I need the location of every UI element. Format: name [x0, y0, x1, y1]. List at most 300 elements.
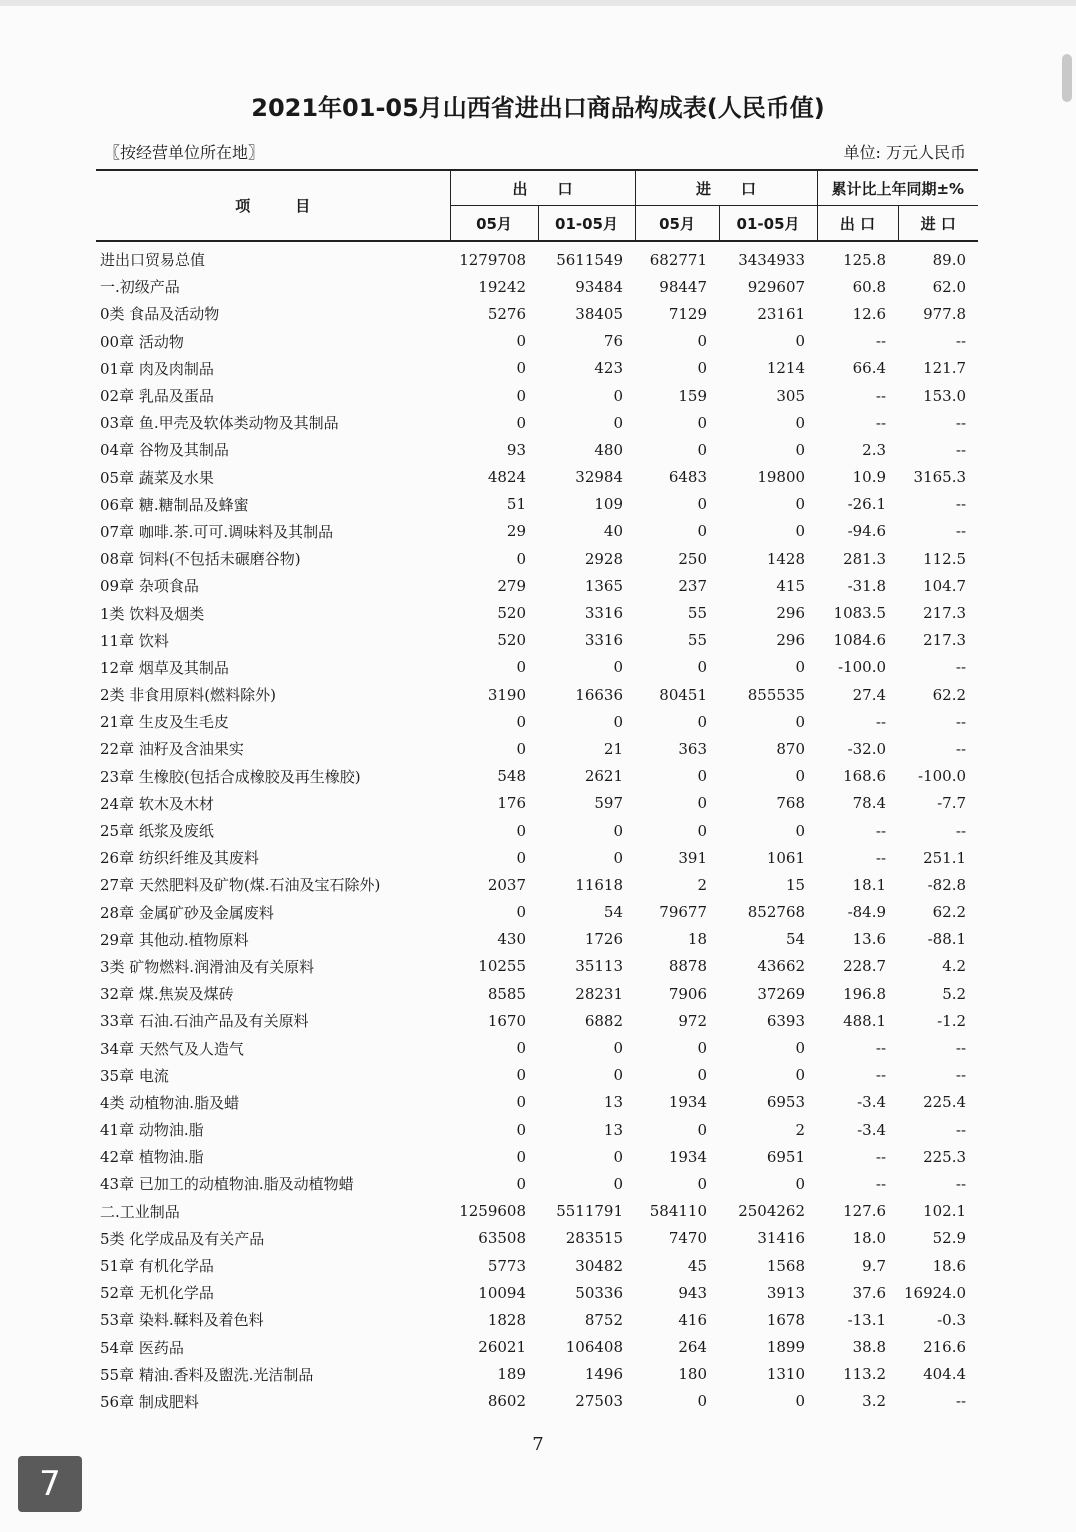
cell-ge: -3.4	[857, 1120, 887, 1139]
cell-icum: 43662	[757, 957, 806, 976]
cell-icum: 0	[795, 332, 806, 351]
cell-icum: 296	[776, 631, 806, 650]
cell-e05: 0	[516, 1174, 526, 1193]
row-label: 54章 医药品	[100, 1338, 184, 1357]
table-row	[96, 1143, 978, 1170]
row-label: 22章 油籽及含油果实	[100, 740, 244, 759]
cell-i05: 972	[678, 1011, 708, 1030]
cell-ge: --	[875, 848, 887, 867]
cell-ge: 113.2	[843, 1365, 887, 1384]
row-label: 56章 制成肥料	[100, 1392, 199, 1411]
cell-gi: 153.0	[923, 386, 967, 405]
row-label: 53章 染料.鞣料及着色料	[100, 1311, 264, 1330]
cell-i05: 0	[697, 821, 708, 840]
row-label: 25章 纸浆及废纸	[100, 822, 214, 841]
trade-table	[96, 169, 978, 1415]
cell-icum: 0	[795, 658, 806, 677]
table-row	[96, 1198, 978, 1225]
cell-i05: 0	[697, 1174, 708, 1193]
cell-gi: --	[955, 332, 967, 351]
cell-gi: --	[955, 1039, 967, 1058]
cell-e05: 430	[497, 930, 526, 949]
table-row	[96, 899, 978, 926]
cell-e05: 10094	[478, 1283, 526, 1302]
cell-ge: 9.7	[862, 1256, 887, 1275]
cell-i05: 0	[697, 332, 708, 351]
cell-ge: -26.1	[847, 495, 887, 514]
page-badge[interactable]: 7	[18, 1456, 82, 1512]
cell-gi: --	[955, 712, 967, 731]
cell-gi: 18.6	[932, 1256, 967, 1275]
cell-gi: 216.6	[923, 1338, 967, 1357]
row-label: 5类 化学成品及有关产品	[100, 1229, 265, 1248]
cell-e05: 8602	[487, 1392, 526, 1411]
cell-i05: 0	[697, 413, 708, 432]
table-body	[96, 241, 978, 1415]
cell-e05: 520	[497, 631, 526, 650]
cell-icum: 870	[776, 739, 806, 758]
row-label: 02章 乳品及蛋品	[100, 387, 214, 406]
table-row	[96, 735, 978, 762]
cell-e05: 0	[516, 1066, 526, 1085]
cell-ge: --	[875, 821, 887, 840]
row-label: 04章 谷物及其制品	[100, 441, 229, 460]
cell-gi: 225.4	[923, 1093, 967, 1112]
cell-i05: 0	[697, 440, 708, 459]
cell-gi: 225.3	[923, 1147, 967, 1166]
cell-e05: 4824	[487, 468, 526, 487]
table-row	[96, 1007, 978, 1034]
cell-i05: 0	[697, 359, 708, 378]
cell-i05: 0	[697, 1120, 708, 1139]
cell-i05: 8878	[668, 957, 708, 976]
table-row	[96, 708, 978, 735]
row-label: 35章 电流	[100, 1066, 169, 1085]
cell-e05: 0	[516, 413, 526, 432]
cell-e05: 1828	[487, 1310, 526, 1329]
cell-ecum: 3316	[584, 631, 624, 650]
cell-e05: 0	[516, 1093, 526, 1112]
cell-icum: 54	[785, 930, 806, 949]
header-export-cum: 01-05月	[538, 206, 635, 242]
cell-i05: 0	[697, 658, 708, 677]
row-label: 21章 生皮及生毛皮	[100, 713, 229, 732]
row-label: 26章 纺织纤维及其废料	[100, 849, 259, 868]
cell-e05: 2037	[487, 875, 526, 894]
cell-gi: 62.2	[932, 685, 967, 704]
cell-i05: 180	[678, 1365, 708, 1384]
cell-ge: 168.6	[843, 767, 887, 786]
cell-ecum: 0	[613, 1174, 624, 1193]
cell-e05: 0	[516, 332, 526, 351]
cell-ecum: 8752	[584, 1310, 624, 1329]
cell-ecum: 11618	[575, 875, 624, 894]
cell-ecum: 13	[603, 1093, 624, 1112]
table-row	[96, 681, 978, 708]
row-label: 42章 植物油.脂	[100, 1148, 204, 1167]
cell-gi: -0.3	[937, 1310, 967, 1329]
cell-icum: 1428	[766, 549, 806, 568]
cell-gi: 62.0	[932, 277, 967, 296]
cell-e05: 0	[516, 549, 526, 568]
cell-i05: 1934	[668, 1093, 708, 1112]
cell-i05: 416	[678, 1310, 708, 1329]
row-label: 08章 饲料(不包括未碾磨谷物)	[100, 550, 301, 569]
cell-i05: 45	[687, 1256, 708, 1275]
cell-gi: 3165.3	[913, 468, 967, 487]
cell-i05: 2	[697, 875, 708, 894]
row-label: 28章 金属矿砂及金属废料	[100, 903, 274, 922]
cell-e05: 26021	[478, 1338, 526, 1357]
table-row	[96, 1034, 978, 1061]
table-row	[96, 1388, 978, 1415]
cell-i05: 18	[687, 930, 708, 949]
cell-i05: 682771	[649, 250, 708, 269]
cell-gi: 89.0	[932, 250, 967, 269]
cell-ecum: 13	[603, 1120, 624, 1139]
cell-i05: 79677	[659, 903, 708, 922]
cell-ge: --	[875, 332, 887, 351]
cell-ge: 13.6	[852, 930, 887, 949]
table-row	[96, 355, 978, 382]
header-growth-import: 进 口	[898, 206, 978, 242]
cell-ge: 1083.5	[833, 604, 887, 623]
table-row	[96, 518, 978, 545]
cell-ecum: 5611549	[556, 250, 624, 269]
cell-e05: 0	[516, 1120, 526, 1139]
cell-ecum: 597	[594, 794, 624, 813]
cell-icum: 0	[795, 1039, 806, 1058]
cell-gi: 102.1	[923, 1202, 967, 1221]
cell-gi: --	[955, 739, 967, 758]
cell-ecum: 50336	[575, 1283, 624, 1302]
table-row	[96, 1170, 978, 1197]
table-row	[96, 953, 978, 980]
cell-icum: 6953	[766, 1093, 806, 1112]
cell-ecum: 21	[603, 739, 624, 758]
cell-e05: 0	[516, 848, 526, 867]
table-row	[96, 844, 978, 871]
cell-i05: 0	[697, 794, 708, 813]
cell-ecum: 480	[594, 440, 624, 459]
cell-gi: -82.8	[927, 875, 967, 894]
cell-ecum: 0	[613, 1066, 624, 1085]
cell-e05: 10255	[478, 957, 526, 976]
cell-ecum: 30482	[575, 1256, 624, 1275]
cell-e05: 5276	[487, 304, 526, 323]
cell-ge: --	[875, 413, 887, 432]
cell-icum: 6951	[766, 1147, 806, 1166]
cell-ge: 37.6	[852, 1283, 887, 1302]
table-row	[96, 1252, 978, 1279]
cell-ecum: 54	[603, 903, 624, 922]
cell-e05: 0	[516, 903, 526, 922]
cell-i05: 0	[697, 1039, 708, 1058]
table-row	[96, 871, 978, 898]
cell-e05: 1279708	[459, 250, 526, 269]
row-label: 0类 食品及活动物	[100, 305, 220, 324]
table-row	[96, 409, 978, 436]
cell-icum: 2	[795, 1120, 806, 1139]
table-row	[96, 273, 978, 300]
cell-ecum: 6882	[584, 1011, 624, 1030]
row-label: 3类 矿物燃料.润滑油及有关原料	[100, 957, 315, 976]
table-row	[96, 817, 978, 844]
cell-ecum: 0	[613, 821, 624, 840]
cell-icum: 0	[795, 1174, 806, 1193]
cell-icum: 296	[776, 604, 806, 623]
table-row	[96, 328, 978, 355]
cell-gi: 4.2	[942, 957, 967, 976]
cell-icum: 305	[776, 386, 806, 405]
cell-icum: 3434933	[738, 250, 806, 269]
cell-e05: 189	[497, 1365, 526, 1384]
cell-ecum: 16636	[575, 685, 624, 704]
table-row	[96, 491, 978, 518]
cell-ge: 60.8	[852, 277, 887, 296]
cell-i05: 0	[697, 495, 708, 514]
cell-ecum: 0	[613, 413, 624, 432]
cell-ecum: 3316	[584, 604, 624, 623]
cell-icum: 0	[795, 1066, 806, 1085]
row-label: 06章 糖.糖制品及蜂蜜	[100, 495, 249, 514]
cell-ecum: 28231	[575, 984, 624, 1003]
unit-note: 单位: 万元人民币	[843, 143, 966, 162]
cell-e05: 0	[516, 359, 526, 378]
cell-icum: 1568	[766, 1256, 806, 1275]
cell-e05: 1670	[487, 1011, 526, 1030]
cell-i05: 0	[697, 522, 708, 541]
cell-icum: 929607	[747, 277, 806, 296]
row-label: 29章 其他动.植物原料	[100, 930, 249, 949]
cell-i05: 6483	[668, 468, 708, 487]
cell-ecum: 0	[613, 848, 624, 867]
cell-ge: -32.0	[847, 739, 887, 758]
cell-i05: 943	[678, 1283, 708, 1302]
cell-ecum: 5511791	[556, 1202, 624, 1221]
cell-gi: 52.9	[932, 1229, 967, 1248]
row-label: 52章 无机化学品	[100, 1284, 214, 1303]
table-row	[96, 627, 978, 654]
cell-i05: 1934	[668, 1147, 708, 1166]
cell-ge: 18.0	[852, 1229, 887, 1248]
cell-ecum: 1365	[584, 576, 624, 595]
cell-ge: --	[875, 1147, 887, 1166]
cell-e05: 0	[516, 658, 526, 677]
cell-i05: 250	[678, 549, 708, 568]
row-label: 41章 动物油.脂	[100, 1121, 204, 1140]
row-label: 27章 天然肥料及矿物(煤.石油及宝石除外)	[100, 876, 381, 895]
cell-ge: -100.0	[838, 658, 887, 677]
table-row	[96, 1089, 978, 1116]
cell-i05: 391	[678, 848, 708, 867]
cell-ge: 12.6	[852, 304, 887, 323]
cell-ecum: 1726	[584, 930, 624, 949]
table-row	[96, 545, 978, 572]
cell-ge: 125.8	[843, 250, 887, 269]
cell-ge: 18.1	[852, 875, 887, 894]
header-row-1	[96, 170, 978, 206]
cell-i05: 584110	[649, 1202, 708, 1221]
table-row	[96, 572, 978, 599]
header-export-month: 05月	[450, 206, 538, 242]
cell-i05: 7906	[668, 984, 708, 1003]
header-export: 出 口	[450, 170, 635, 206]
cell-ge: --	[875, 386, 887, 405]
cell-e05: 548	[497, 767, 526, 786]
cell-ge: --	[875, 1039, 887, 1058]
cell-e05: 8585	[487, 984, 526, 1003]
cell-ecum: 2928	[584, 549, 624, 568]
cell-icum: 1899	[766, 1338, 806, 1357]
cell-ecum: 0	[613, 1147, 624, 1166]
cell-gi: 404.4	[923, 1365, 967, 1384]
cell-ge: 66.4	[852, 359, 887, 378]
cell-gi: --	[955, 522, 967, 541]
row-label: 07章 咖啡.茶.可可.调味料及其制品	[100, 522, 334, 541]
table-row	[96, 1334, 978, 1361]
table-row	[96, 241, 978, 273]
cell-icum: 852768	[747, 903, 806, 922]
header-import-month: 05月	[635, 206, 719, 242]
cell-ge: 78.4	[852, 794, 887, 813]
cell-e05: 520	[497, 604, 526, 623]
cell-icum: 0	[795, 413, 806, 432]
cell-ge: 281.3	[843, 549, 887, 568]
table-row	[96, 1225, 978, 1252]
table-row	[96, 300, 978, 327]
cell-e05: 279	[497, 576, 526, 595]
cell-icum: 31416	[757, 1229, 806, 1248]
row-label: 12章 烟草及其制品	[100, 658, 229, 677]
row-label: 4类 动植物油.脂及蜡	[100, 1093, 240, 1112]
cell-ecum: 106408	[565, 1338, 624, 1357]
cell-ge: --	[875, 1066, 887, 1085]
cell-gi: 217.3	[923, 604, 967, 623]
cell-ge: 196.8	[843, 984, 887, 1003]
cell-icum: 0	[795, 712, 806, 731]
cell-icum: 0	[795, 522, 806, 541]
cell-ecum: 76	[603, 332, 624, 351]
cell-ecum: 0	[613, 386, 624, 405]
cell-icum: 1310	[766, 1365, 806, 1384]
cell-gi: 121.7	[923, 359, 967, 378]
table-row	[96, 382, 978, 409]
row-label: 43章 已加工的动植物油.脂及动植物蜡	[100, 1175, 354, 1194]
cell-ge: -94.6	[847, 522, 887, 541]
cell-i05: 7129	[668, 304, 708, 323]
cell-icum: 2504262	[738, 1202, 806, 1221]
cell-ecum: 38405	[575, 304, 624, 323]
cell-icum: 0	[795, 495, 806, 514]
cell-e05: 63508	[478, 1229, 526, 1248]
cell-i05: 55	[687, 604, 708, 623]
cell-gi: 5.2	[942, 984, 967, 1003]
header-import-cum: 01-05月	[719, 206, 817, 242]
row-label: 51章 有机化学品	[100, 1257, 214, 1276]
cell-ecum: 27503	[575, 1392, 624, 1411]
cell-gi: 112.5	[923, 549, 967, 568]
table-row	[96, 599, 978, 626]
cell-e05: 3190	[487, 685, 526, 704]
row-label: 24章 软木及木材	[100, 794, 214, 813]
cell-icum: 0	[795, 821, 806, 840]
cell-ge: 1084.6	[833, 631, 887, 650]
row-label: 11章 饮料	[100, 631, 169, 650]
cell-ge: -13.1	[847, 1310, 887, 1329]
cell-i05: 98447	[659, 277, 708, 296]
cell-e05: 29	[506, 522, 526, 541]
cell-ecum: 93484	[575, 277, 624, 296]
cell-ecum: 109	[594, 495, 624, 514]
cell-i05: 159	[678, 386, 708, 405]
cell-e05: 0	[516, 821, 526, 840]
cell-ge: -3.4	[857, 1093, 887, 1112]
cell-icum: 23161	[757, 304, 806, 323]
cell-i05: 80451	[659, 685, 708, 704]
cell-icum: 768	[776, 794, 806, 813]
cell-e05: 176	[497, 794, 526, 813]
cell-icum: 37269	[757, 984, 806, 1003]
cell-gi: 977.8	[923, 304, 967, 323]
cell-ecum: 32984	[575, 468, 624, 487]
cell-ge: 27.4	[852, 685, 887, 704]
cell-ecum: 1496	[584, 1365, 624, 1384]
scope-note: 〖按经营单位所在地〗	[104, 143, 265, 162]
cell-icum: 0	[795, 440, 806, 459]
cell-gi: --	[955, 440, 967, 459]
cell-i05: 237	[678, 576, 708, 595]
cell-gi: -7.7	[937, 794, 967, 813]
cell-e05: 0	[516, 739, 526, 758]
row-label: 05章 蔬菜及水果	[100, 468, 214, 487]
cell-gi: -100.0	[918, 767, 967, 786]
table-row	[96, 980, 978, 1007]
row-label: 34章 天然气及人造气	[100, 1039, 244, 1058]
table-row	[96, 763, 978, 790]
cell-icum: 15	[785, 875, 806, 894]
cell-icum: 1061	[766, 848, 806, 867]
cell-i05: 7470	[668, 1229, 708, 1248]
row-label: 00章 活动物	[100, 332, 184, 351]
cell-gi: --	[955, 658, 967, 677]
row-label: 二.工业制品	[100, 1202, 180, 1221]
cell-icum: 0	[795, 1392, 806, 1411]
row-label: 01章 肉及肉制品	[100, 359, 214, 378]
row-label: 55章 精油.香料及盥洗.光洁制品	[100, 1365, 314, 1384]
cell-ge: --	[875, 712, 887, 731]
cell-e05: 0	[516, 712, 526, 731]
cell-i05: 264	[678, 1338, 708, 1357]
cell-e05: 51	[506, 495, 526, 514]
cell-gi: --	[955, 413, 967, 432]
table-row	[96, 436, 978, 463]
row-label: 进出口贸易总值	[100, 251, 206, 270]
header-growth: 累计比上年同期±%	[817, 170, 978, 206]
cell-ge: 228.7	[843, 957, 887, 976]
cell-e05: 19242	[478, 277, 526, 296]
cell-gi: --	[955, 1392, 967, 1411]
cell-e05: 1259608	[459, 1202, 526, 1221]
page-title: 2021年01-05月山西省进出口商品构成表(人民币值)	[251, 94, 825, 122]
cell-gi: 217.3	[923, 631, 967, 650]
table-row	[96, 464, 978, 491]
row-label: 32章 煤.焦炭及煤砖	[100, 985, 234, 1004]
page-number: 7	[532, 1434, 544, 1455]
cell-ge: 488.1	[843, 1011, 887, 1030]
table-row	[96, 654, 978, 681]
cell-e05: 0	[516, 1147, 526, 1166]
